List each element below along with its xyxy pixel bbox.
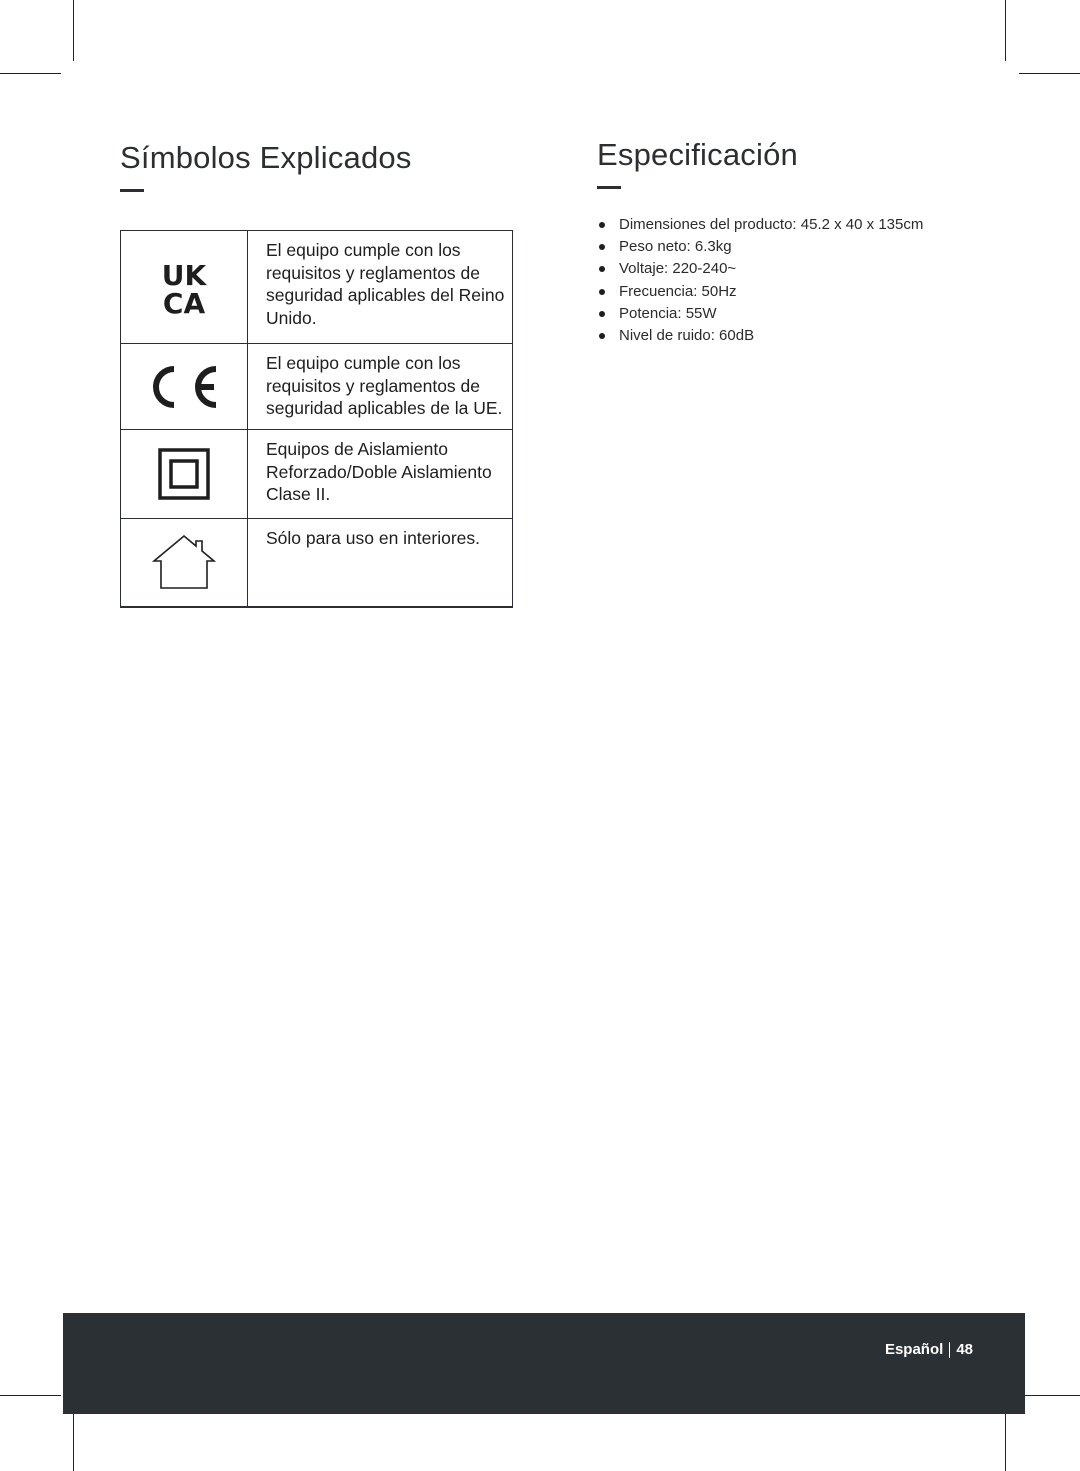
svg-text:CA: CA [162,287,206,315]
spec-list [597,214,923,347]
house-icon [152,534,216,590]
list-item: Frecuencia: 50Hz [597,281,923,303]
symbols-title-rule [120,189,144,192]
page-label [885,1341,973,1358]
table-row [121,430,513,519]
double-insulation-icon [158,448,210,500]
crop-mark [1019,73,1080,74]
list-item: Voltaje: 220-240~ [597,258,923,280]
list-item: Peso neto: 6.3kg [597,236,923,258]
spec-title-rule [597,186,621,189]
table-row [121,344,513,430]
icon-cell [121,231,248,344]
page-number: 48 [956,1341,973,1358]
footer-bar [63,1313,1025,1414]
list-item: Nivel de ruido: 60dB [597,325,923,347]
symbols-table [120,230,513,608]
spec-title: Especificación [597,137,798,172]
icon-cell [121,344,248,430]
symbol-description: El equipo cumple con los requisitos y reglamentos de seguridad aplicables del Reino Unido. [248,231,513,344]
table-row [121,231,513,344]
icon-cell [121,519,248,607]
list-item: Dimensiones del producto: 45.2 x 40 x 135cm [597,214,923,236]
language-label: Español [884,1341,944,1358]
crop-mark [0,1395,61,1396]
list-item: Potencia: 55W [597,303,923,325]
symbol-description: El equipo cumple con los requisitos y reglamentos de seguridad aplicables de la UE. [248,344,513,430]
crop-mark [1005,1410,1006,1471]
crop-mark [73,0,74,61]
table-row [121,519,513,607]
crop-mark [1019,1395,1080,1396]
crop-mark [73,1410,74,1471]
separator [949,1342,950,1358]
crop-mark [0,73,61,74]
svg-text:UK: UK [161,259,207,292]
ce-mark-icon [148,364,220,410]
symbol-description: Equipos de Aislamiento Reforzado/Doble Aislamiento Clase II. [248,430,513,519]
icon-cell [121,430,248,519]
symbols-title: Símbolos Explicados [120,140,412,175]
symbol-description: Sólo para uso en interiores. [248,519,513,607]
crop-mark [1005,0,1006,61]
ukca-mark-icon [156,259,212,315]
